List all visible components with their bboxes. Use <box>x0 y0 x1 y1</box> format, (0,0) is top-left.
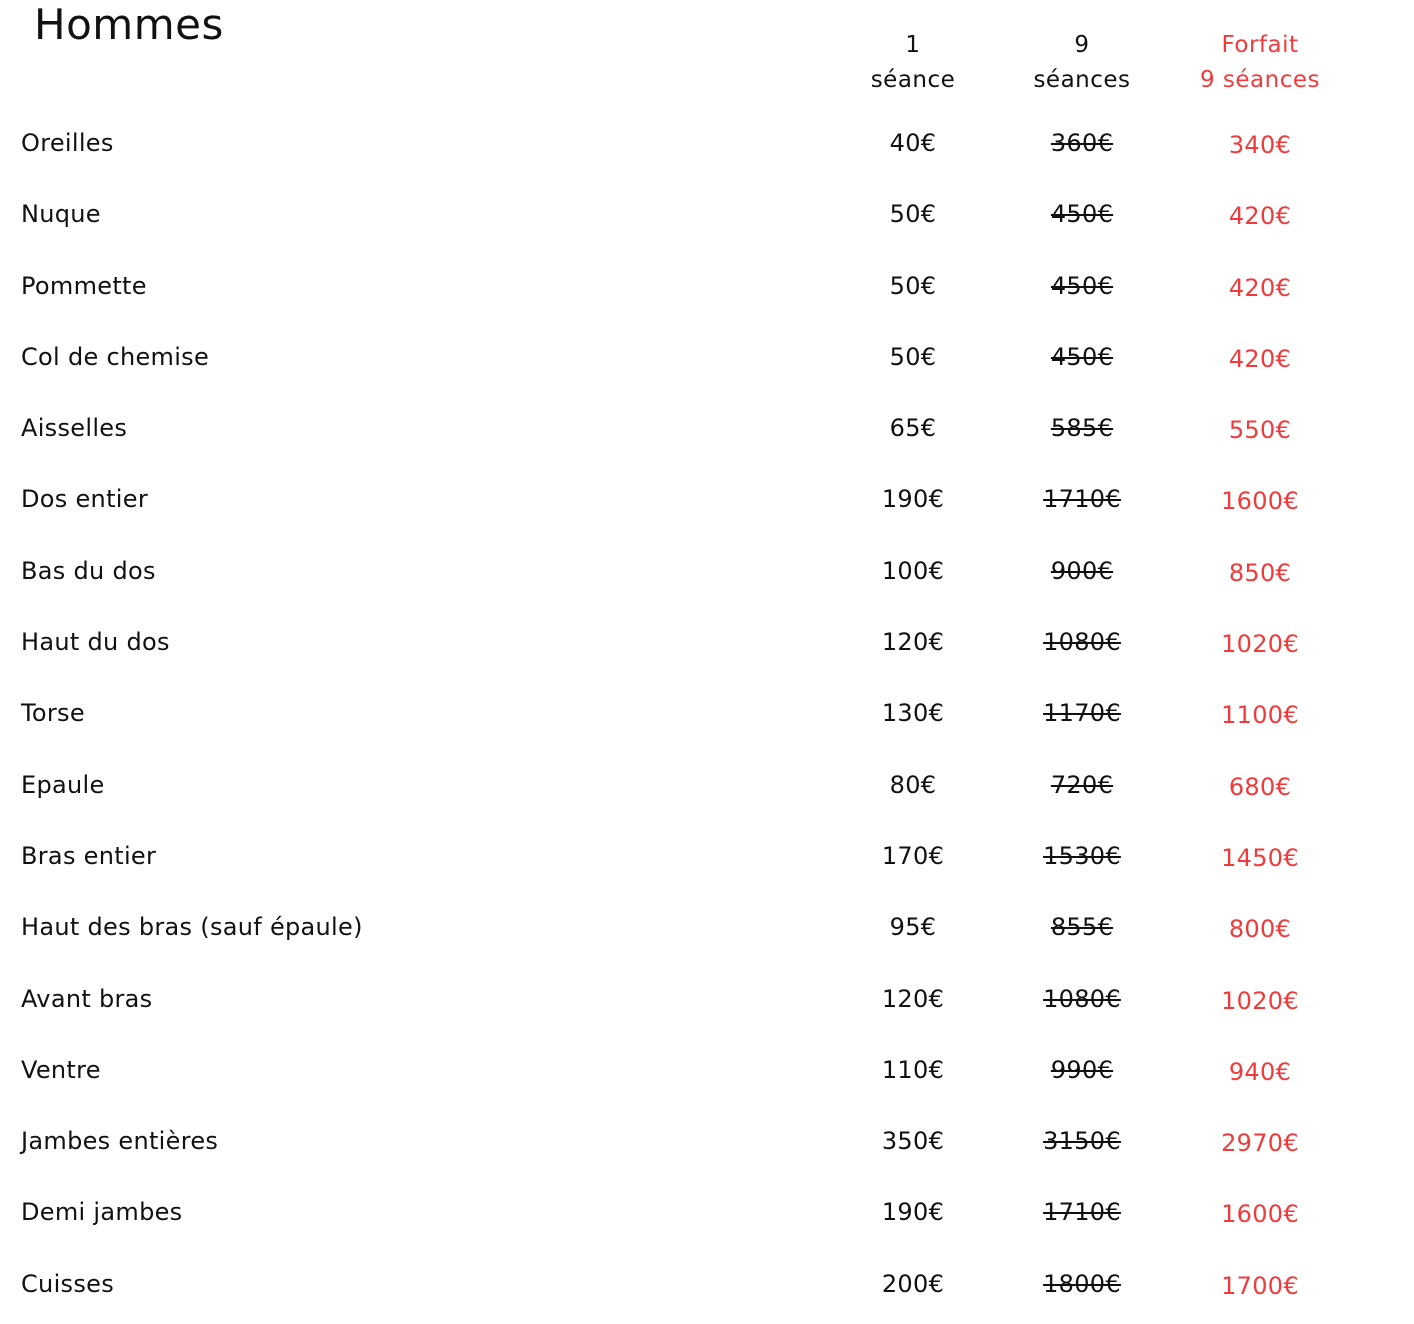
price-single-session: 100€ <box>881 556 945 585</box>
price-single-session: 110€ <box>881 1055 945 1084</box>
price-row <box>0 397 1414 468</box>
price-package: 550€ <box>1228 416 1292 445</box>
price-row <box>0 968 1414 1039</box>
treatment-name: Aisselles <box>21 414 128 443</box>
treatment-name: Torse <box>21 699 85 728</box>
price-package: 850€ <box>1228 558 1292 587</box>
price-single-session: 190€ <box>881 1198 945 1227</box>
price-package: 2970€ <box>1221 1129 1299 1158</box>
price-nine-sessions-crossed: 1170€ <box>1043 699 1121 728</box>
price-nine-sessions-crossed: 1710€ <box>1043 1198 1121 1227</box>
column-header-line: 9 <box>1074 32 1090 58</box>
price-single-session: 350€ <box>881 1127 945 1156</box>
treatment-name: Jambes entières <box>21 1127 219 1156</box>
price-nine-sessions-crossed: 855€ <box>1050 913 1114 942</box>
column-header-line: Forfait <box>1221 32 1299 58</box>
price-package: 1020€ <box>1221 630 1299 659</box>
column-header-line: séance <box>870 67 956 93</box>
column-header-line: 9 séances <box>1199 67 1321 93</box>
price-package: 800€ <box>1228 915 1292 944</box>
treatment-name: Nuque <box>21 200 101 229</box>
price-single-session: 95€ <box>889 913 937 942</box>
price-package: 1700€ <box>1221 1271 1299 1300</box>
price-row <box>0 682 1414 753</box>
price-row <box>0 754 1414 825</box>
price-single-session: 130€ <box>881 699 945 728</box>
price-single-session: 120€ <box>881 984 945 1013</box>
price-package: 1600€ <box>1221 1200 1299 1229</box>
price-single-session: 50€ <box>889 342 937 371</box>
treatment-name: Ventre <box>21 1055 101 1084</box>
treatment-name: Pommette <box>21 271 147 300</box>
treatment-name: Avant bras <box>21 984 153 1013</box>
price-nine-sessions-crossed: 1530€ <box>1043 841 1121 870</box>
price-package: 1450€ <box>1221 843 1299 872</box>
price-nine-sessions-crossed: 990€ <box>1050 1055 1114 1084</box>
price-single-session: 65€ <box>889 414 937 443</box>
column-header-nine-sessions <box>982 28 1182 98</box>
price-row <box>0 112 1414 183</box>
price-nine-sessions-crossed: 1800€ <box>1043 1269 1121 1298</box>
price-package: 680€ <box>1228 772 1292 801</box>
price-single-session: 50€ <box>889 200 937 229</box>
price-nine-sessions-crossed: 3150€ <box>1043 1127 1121 1156</box>
treatment-name: Bras entier <box>21 841 157 870</box>
price-single-session: 190€ <box>881 485 945 514</box>
page-title: Hommes <box>34 0 224 49</box>
column-header-line: 1 <box>905 32 921 58</box>
price-single-session: 50€ <box>889 271 937 300</box>
price-row <box>0 183 1414 254</box>
price-nine-sessions-crossed: 900€ <box>1050 556 1114 585</box>
price-nine-sessions-crossed: 1080€ <box>1043 984 1121 1013</box>
price-row <box>0 1181 1414 1252</box>
price-package: 420€ <box>1228 344 1292 373</box>
price-package: 1600€ <box>1221 487 1299 516</box>
price-package: 1020€ <box>1221 986 1299 1015</box>
treatment-name: Epaule <box>21 770 105 799</box>
treatment-name: Dos entier <box>21 485 148 514</box>
price-nine-sessions-crossed: 1710€ <box>1043 485 1121 514</box>
price-row <box>0 540 1414 611</box>
price-nine-sessions-crossed: 360€ <box>1050 129 1114 157</box>
price-single-session: 120€ <box>881 628 945 657</box>
price-row <box>0 611 1414 682</box>
price-row <box>0 1110 1414 1181</box>
price-single-session: 200€ <box>881 1269 945 1298</box>
column-header-line: séances <box>1033 67 1131 93</box>
price-single-session: 170€ <box>881 841 945 870</box>
price-row <box>0 326 1414 397</box>
treatment-name: Demi jambes <box>21 1198 183 1227</box>
price-row <box>0 1039 1414 1110</box>
price-package: 420€ <box>1228 202 1292 231</box>
price-nine-sessions-crossed: 1080€ <box>1043 628 1121 657</box>
price-package: 340€ <box>1228 131 1292 159</box>
price-row <box>0 1253 1414 1324</box>
price-nine-sessions-crossed: 720€ <box>1050 770 1114 799</box>
price-row <box>0 896 1414 967</box>
price-single-session: 80€ <box>889 770 937 799</box>
price-row <box>0 825 1414 896</box>
price-package: 1100€ <box>1221 701 1299 730</box>
treatment-name: Cuisses <box>21 1269 115 1298</box>
price-package: 940€ <box>1228 1057 1292 1086</box>
price-nine-sessions-crossed: 450€ <box>1050 271 1114 300</box>
price-list <box>0 112 1414 1324</box>
price-package: 420€ <box>1228 273 1292 302</box>
treatment-name: Haut du dos <box>21 628 170 657</box>
treatment-name: Haut des bras (sauf épaule) <box>21 913 363 942</box>
price-row <box>0 255 1414 326</box>
column-header-package <box>1160 28 1360 98</box>
treatment-name: Oreilles <box>21 129 114 157</box>
price-nine-sessions-crossed: 450€ <box>1050 200 1114 229</box>
price-nine-sessions-crossed: 585€ <box>1050 414 1114 443</box>
price-single-session: 40€ <box>889 129 937 157</box>
treatment-name: Bas du dos <box>21 556 156 585</box>
price-nine-sessions-crossed: 450€ <box>1050 342 1114 371</box>
treatment-name: Col de chemise <box>21 342 210 371</box>
price-row <box>0 468 1414 539</box>
